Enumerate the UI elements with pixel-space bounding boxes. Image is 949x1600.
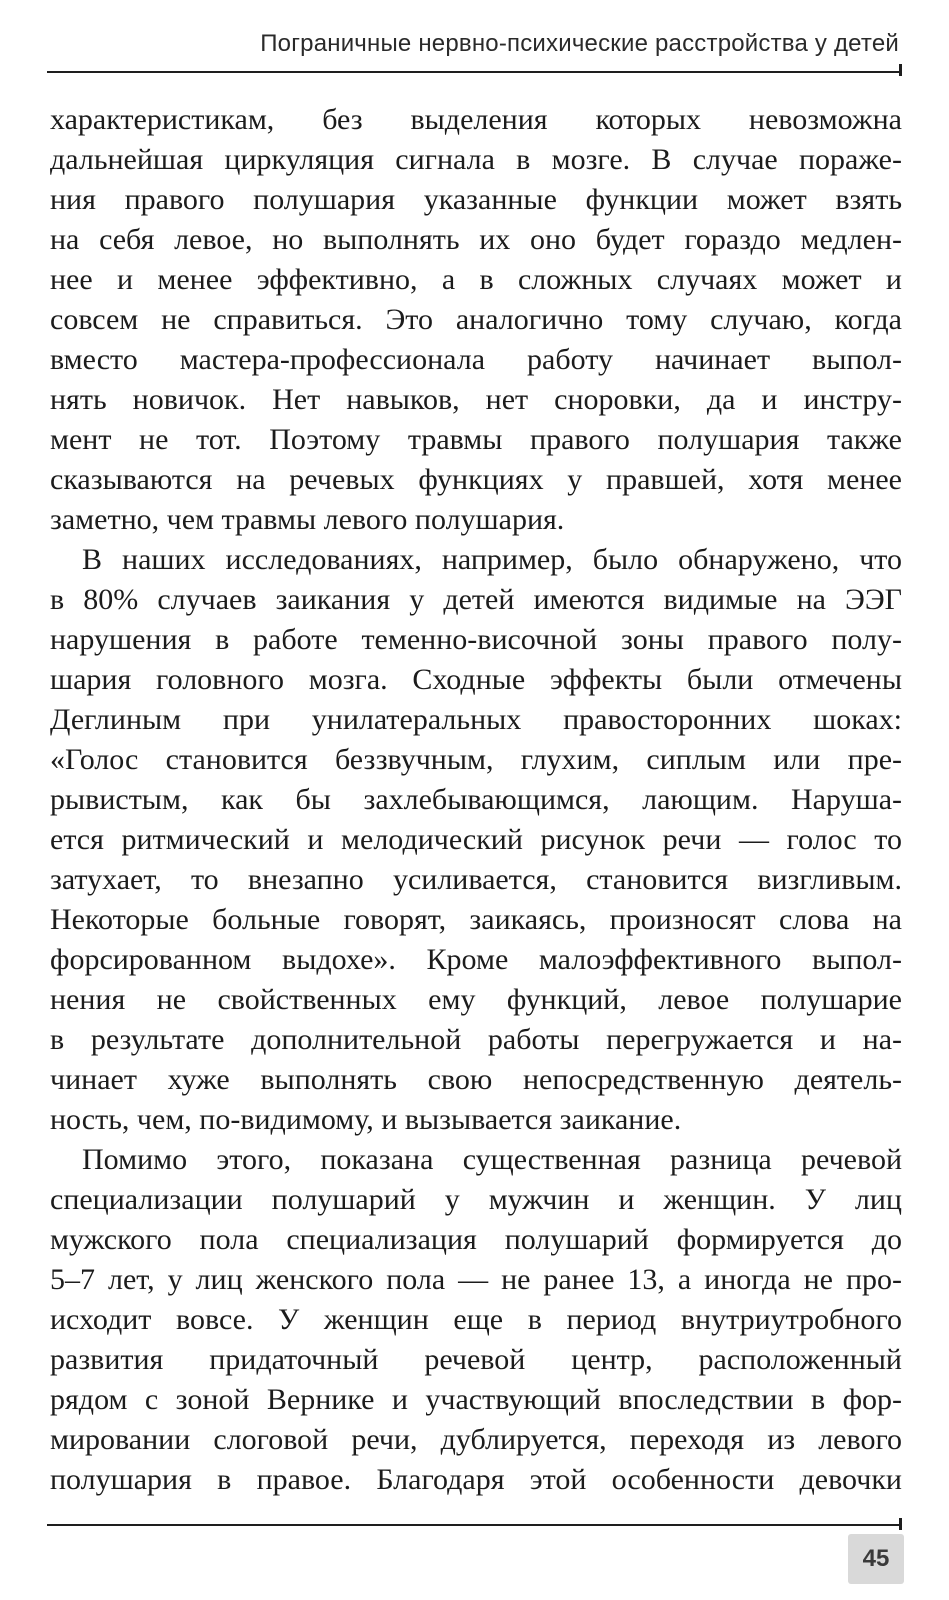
paragraph-end-line: ность, чем, по-видимому, и вызывается заикание.	[50, 1103, 682, 1136]
text-line: затухает, то внезапно усиливается, становится визгливым.	[50, 863, 902, 896]
text-line: шария головного мозга. Сходные эффекты были отмечены	[50, 663, 902, 696]
text-line: Деглиным при унилатеральных правосторонних шоках:	[50, 703, 902, 736]
text-line: мировании слоговой речи, дублируется, переходя из левого	[50, 1423, 902, 1456]
text-line: исходит вовсе. У женщин еще в период внутриутробного	[50, 1303, 902, 1336]
text-line: ется ритмический и мелодический рисунок речи — голос то	[50, 823, 902, 856]
body-text	[50, 100, 902, 1500]
text-line: нарушения в работе теменно-височной зоны правого полу-	[50, 623, 902, 656]
text-line: специализации полушарий у мужчин и женщин. У лиц	[50, 1183, 902, 1216]
text-line: мужского пола специализация полушарий формируется до	[50, 1223, 902, 1256]
text-line: в результате дополнительной работы перегружается и на-	[50, 1023, 902, 1056]
footer-rule	[47, 1524, 902, 1526]
header-rule	[47, 71, 902, 73]
paragraph-end-line: заметно, чем травмы левого полушария.	[50, 503, 565, 536]
text-line: на себя левое, но выполнять их оно будет гораздо медлен-	[50, 223, 902, 256]
text-line: характеристикам, без выделения которых невозможна	[50, 103, 902, 136]
running-header: Пограничные нервно-психические расстройства у детей	[260, 30, 899, 57]
text-line: нять новичок. Нет навыков, нет сноровки, да и инстру-	[50, 383, 902, 416]
text-line: форсированном выдохе». Кроме малоэффективного выпол-	[50, 943, 902, 976]
paragraph-start-line: В наших исследованиях, например, было обнаружено, что	[82, 543, 902, 576]
text-line: чинает хуже выполнять свою непосредственную деятель-	[50, 1063, 902, 1096]
text-line: полушария в правое. Благодаря этой особенности девочки	[50, 1463, 902, 1496]
text-line: рывистым, как бы захлебывающимся, лающим. Наруша-	[50, 783, 902, 816]
text-line: рядом с зоной Вернике и участвующий впоследствии в фор-	[50, 1383, 902, 1416]
text-line: развития придаточный речевой центр, расположенный	[50, 1343, 902, 1376]
page-number: 45	[848, 1534, 904, 1584]
text-line: совсем не справиться. Это аналогично тому случаю, когда	[50, 303, 902, 336]
text-line: дальнейшая циркуляция сигнала в мозге. В случае пораже-	[50, 143, 902, 176]
text-line: нее и менее эффективно, а в сложных случаях может и	[50, 263, 902, 296]
text-line: «Голос становится беззвучным, глухим, сиплым или пре-	[50, 743, 902, 776]
text-line: нения не свойственных ему функций, левое полушарие	[50, 983, 902, 1016]
text-line: Некоторые больные говорят, заикаясь, произносят слова на	[50, 903, 902, 936]
text-line: сказываются на речевых функциях у правшей, хотя менее	[50, 463, 902, 496]
paragraph-start-line: Помимо этого, показана существенная разница речевой	[82, 1143, 902, 1176]
header-rule-tick	[899, 64, 902, 76]
text-line: 5–7 лет, у лиц женского пола — не ранее 13, а иногда не про-	[50, 1263, 902, 1296]
footer-rule-tick	[899, 1518, 902, 1530]
text-line: вместо мастера-профессионала работу начинает выпол-	[50, 343, 902, 376]
text-line: в 80% случаев заикания у детей имеются видимые на ЭЭГ	[50, 583, 902, 616]
text-line: мент не тот. Поэтому травмы правого полушария также	[50, 423, 902, 456]
text-line: ния правого полушария указанные функции может взять	[50, 183, 902, 216]
